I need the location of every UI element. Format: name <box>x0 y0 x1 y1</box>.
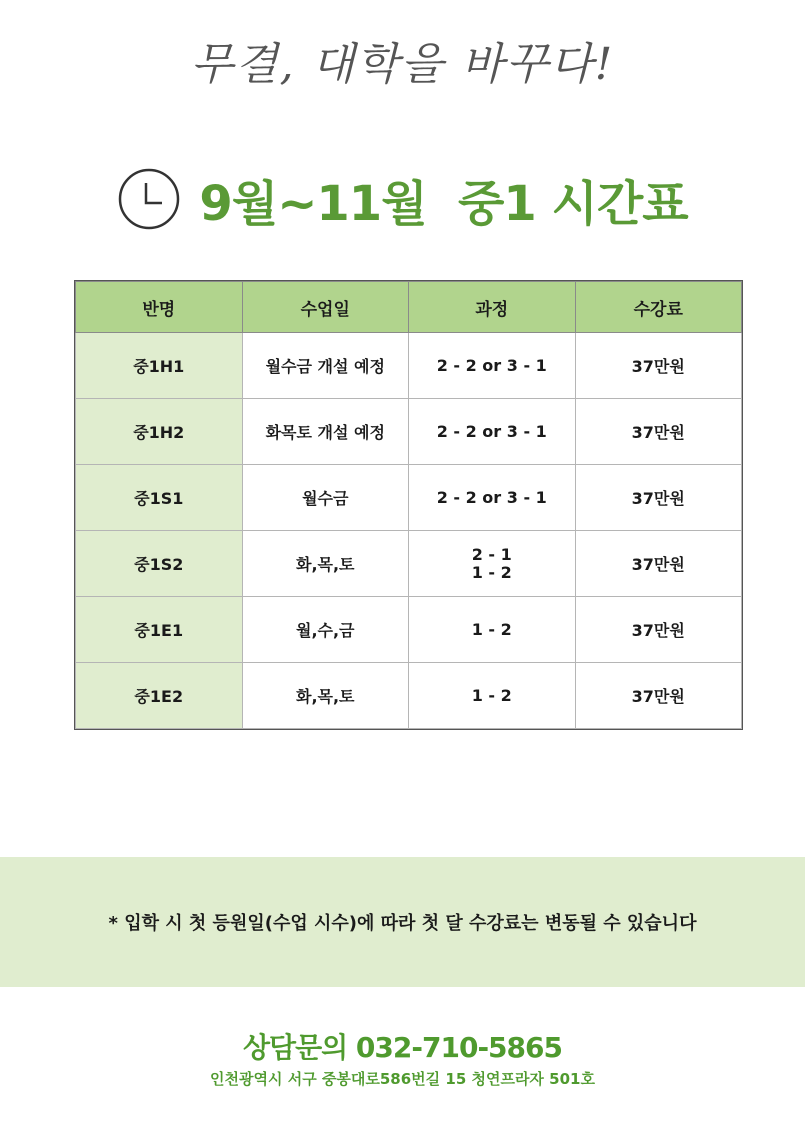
course-cell: 2 - 2 or 3 - 1 <box>409 333 576 399</box>
days-cell: 월,수,금 <box>242 597 409 663</box>
table-row <box>76 399 742 465</box>
table-row <box>76 333 742 399</box>
course-cell: 2 - 2 or 3 - 1 <box>409 399 576 465</box>
notice-band <box>0 857 805 987</box>
contact-phone: 상담문의 032-710-5865 <box>242 1031 562 1064</box>
fee-cell: 37만원 <box>575 663 742 729</box>
class-name-cell: 중1E1 <box>76 597 243 663</box>
course-cell: 2 - 2 or 3 - 1 <box>409 465 576 531</box>
table-row <box>76 597 742 663</box>
days-cell: 화,목,토 <box>242 531 409 597</box>
fee-cell: 37만원 <box>575 597 742 663</box>
class-name-cell: 중1H1 <box>76 333 243 399</box>
slogan-logo: 무결, 대학을 바꾸다! <box>190 39 615 90</box>
schedule-table <box>75 281 742 729</box>
class-name-cell: 중1S1 <box>76 465 243 531</box>
fee-cell: 37만원 <box>575 531 742 597</box>
fee-cell: 37만원 <box>575 465 742 531</box>
address-text: 인천광역시 서구 중봉대로586번길 15 청연프라자 501호 <box>210 1070 595 1088</box>
notice-text: * 입학 시 첫 등원일(수업 시수)에 따라 첫 달 수강료는 변동될 수 있습니다 <box>108 913 697 934</box>
header-days: 수업일 <box>242 282 409 333</box>
header-course: 과정 <box>409 282 576 333</box>
header-class: 반명 <box>76 282 243 333</box>
table-header-row <box>76 282 742 333</box>
days-cell: 월수금 개설 예정 <box>242 333 409 399</box>
course-cell <box>409 531 576 597</box>
title-row <box>0 164 805 234</box>
fee-cell: 37만원 <box>575 399 742 465</box>
course-line: 2 - 1 <box>471 544 512 564</box>
table-row <box>76 531 742 597</box>
fee-cell: 37만원 <box>575 333 742 399</box>
course-line: 1 - 2 <box>471 562 512 582</box>
clock-icon <box>117 167 181 231</box>
days-cell: 월수금 <box>242 465 409 531</box>
table-row <box>76 465 742 531</box>
page-title: 9월~11월 중1 시간표 <box>199 175 688 232</box>
days-cell: 화목토 개설 예정 <box>242 399 409 465</box>
class-name-cell: 중1E2 <box>76 663 243 729</box>
course-cell: 1 - 2 <box>409 663 576 729</box>
course-cell: 1 - 2 <box>409 597 576 663</box>
header-fee: 수강료 <box>575 282 742 333</box>
class-name-cell: 중1S2 <box>76 531 243 597</box>
table-row <box>76 663 742 729</box>
class-name-cell: 중1H2 <box>76 399 243 465</box>
days-cell: 화,목,토 <box>242 663 409 729</box>
